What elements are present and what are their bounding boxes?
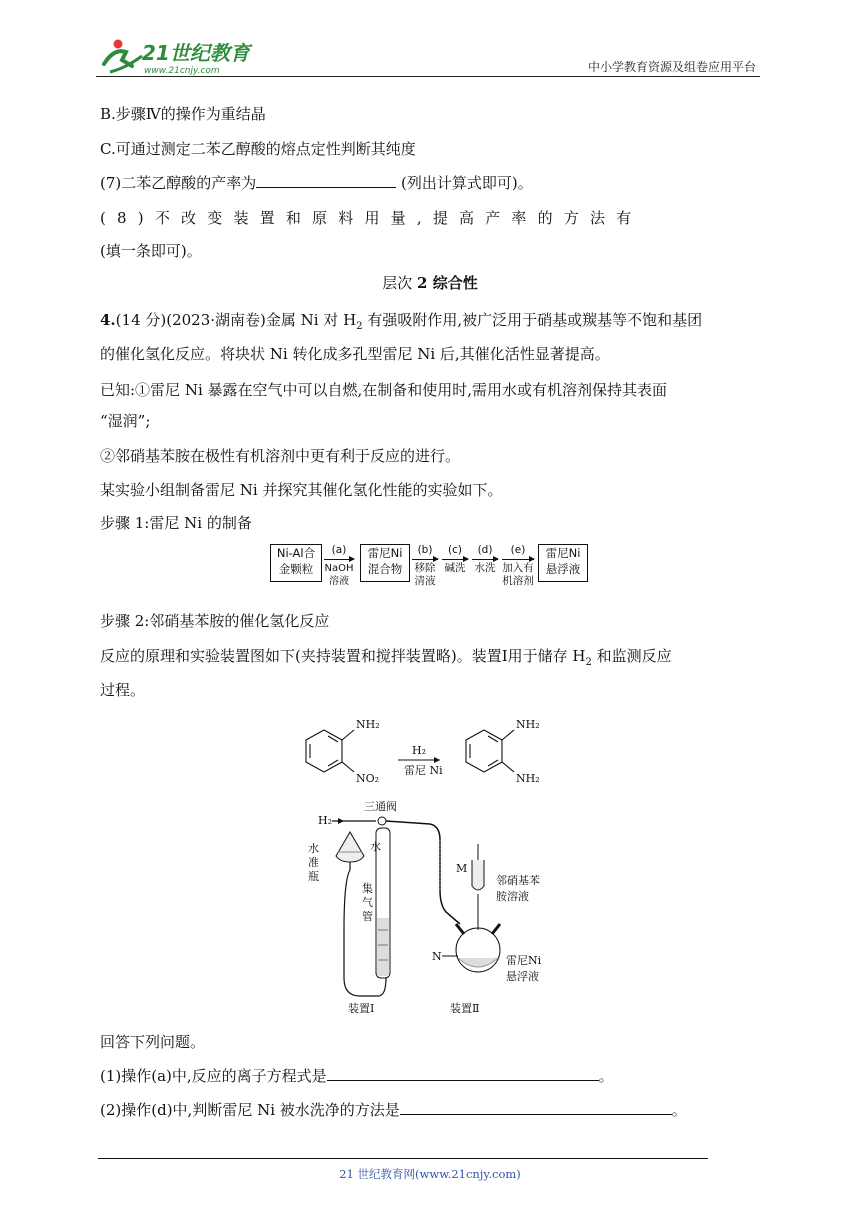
q2-answer-blank[interactable] (400, 1100, 672, 1115)
step-e-desc: 加入有 机溶剂 (502, 562, 534, 587)
arrow-a (324, 559, 354, 560)
known-1: 已知:①雷尼 Ni 暴露在空气中可以自燃,在制备和使用时,需用水或有机溶剂保持其表面 (100, 381, 668, 399)
step-a-label: (a) (331, 544, 347, 556)
label-m: M (456, 862, 468, 875)
suspension-label-1: 雷尼Ni (506, 954, 542, 967)
arrow-c (442, 559, 468, 560)
step-d-label: (d) (477, 544, 493, 556)
step-d-desc: 水洗 (474, 562, 496, 574)
q7-tail: (列出计算式即可)。 (396, 174, 533, 192)
leveling-bottle (336, 832, 364, 862)
preparation-flow-diagram (270, 542, 590, 586)
flow-box-ni-al: Ni-Al合 金颗粒 (270, 544, 322, 582)
no2-label: NO₂ (356, 772, 380, 785)
question-8-line2: (填一条即可)。 (100, 242, 202, 260)
arrow-b (412, 559, 438, 560)
reaction-scheme (280, 712, 580, 802)
q7-text: (7)二苯乙醇酸的产率为 (100, 174, 257, 192)
logo-21cnjy (96, 34, 296, 78)
step-c-label: (c) (448, 544, 462, 556)
step-2-title: 步骤 2:邻硝基苯胺的催化氢化反应 (100, 612, 330, 630)
apparatus-intro: 反应的原理和实验装置图如下(夹持装置和搅拌装置略)。装置Ⅰ用于储存 $H_2$ 和监测反应 (100, 647, 672, 668)
question-2: (2)操作(d)中,判断雷尼 Ni 被水洗净的方法是 。 (100, 1101, 687, 1119)
dropping-funnel (472, 860, 484, 890)
page-footer: 21 世纪教育网(www.21cnjy.com) (339, 1167, 521, 1181)
footer-divider (98, 1158, 708, 1159)
step-1-title: 步骤 1:雷尼 Ni 的制备 (100, 514, 252, 532)
apparatus-intro-cont: 过程。 (100, 681, 146, 699)
step-c-desc: 碱洗 (444, 562, 466, 574)
step-b-desc: 移除 清液 (414, 562, 436, 587)
q7-answer-blank[interactable] (256, 173, 396, 188)
three-way-valve (378, 817, 386, 825)
apparatus-diagram (300, 800, 580, 1020)
o-nitroaniline-structure (306, 730, 354, 772)
problem-intro: 某实验小组制备雷尼 Ni 并探究其催化氢化性能的实验如下。 (100, 481, 503, 499)
solution-label-1: 邻硝基苯 (496, 874, 540, 887)
section-heading: 层次 2 综合性 (382, 274, 478, 292)
gas-tube (386, 821, 460, 924)
nh2-label-1: NH₂ (356, 718, 380, 731)
step-b-label: (b) (417, 544, 433, 556)
problem-4-line1: 4.(14 分)(2023·湖南卷)金属 Ni 对 $H_2$ 有强吸附作用,被广泛用于硝基或羰基等不饱和基团 (100, 311, 703, 332)
question-7 (100, 173, 533, 193)
reagent-raney-ni: 雷尼 Ni (404, 764, 443, 777)
bottle-label-2: 准 (308, 856, 319, 869)
logo-url: www.21cnjy.com (144, 66, 220, 76)
option-b: B.步骤Ⅳ的操作为重结晶 (100, 105, 266, 123)
step-e-label: (e) (510, 544, 526, 556)
arrow-d (472, 559, 498, 560)
three-way-valve-label: 三通阀 (364, 800, 397, 813)
platform-name: 中小学教育资源及组卷应用平台 (587, 60, 756, 74)
flow-box-raney-mix: 雷尼Ni 混合物 (360, 544, 410, 582)
solution-label-2: 胺溶液 (496, 890, 529, 903)
suspension-label-2: 悬浮液 (506, 970, 539, 983)
tube-label-2: 气 (362, 896, 373, 909)
tube-label-1: 集 (362, 882, 373, 895)
label-n: N (432, 950, 442, 963)
q1-answer-blank[interactable] (327, 1066, 599, 1081)
arrow-e (502, 559, 534, 560)
h2-inlet-label: H₂ (318, 814, 333, 827)
o-phenylenediamine-structure (466, 730, 514, 772)
reagent-h2: H₂ (412, 744, 427, 757)
nh2-label-3: NH₂ (516, 772, 540, 785)
device-1-label: 装置Ⅰ (348, 1002, 375, 1015)
question-1: (1)操作(a)中,反应的离子方程式是 。 (100, 1067, 614, 1085)
known-2: ②邻硝基苯胺在极性有机溶剂中更有利于反应的进行。 (100, 447, 461, 465)
step-a-reagent: NaOH 溶液 (324, 563, 354, 587)
nh2-label-2: NH₂ (516, 718, 540, 731)
device-2-label: 装置Ⅱ (450, 1002, 480, 1015)
problem-4-line2: 的催化氢化反应。将块状 Ni 转化成多孔型雷尼 Ni 后,其催化活性显著提高。 (100, 345, 610, 363)
water-label: 水 (370, 840, 381, 853)
header-divider (96, 76, 760, 77)
known-1-cont: “湿润”; (100, 412, 151, 430)
tube-label-3: 管 (362, 910, 373, 923)
question-8-line1: (8)不改变装置和原料用量,提高产率的方法有 (100, 209, 643, 227)
flow-box-raney-suspension: 雷尼Ni 悬浮液 (538, 544, 588, 582)
answer-prompt: 回答下列问题。 (100, 1033, 206, 1051)
bottle-label-1: 水 (308, 842, 319, 855)
page-header (96, 34, 756, 78)
bottle-label-3: 瓶 (308, 870, 319, 883)
logo-text: 21世纪教育 (142, 41, 250, 65)
option-c: C.可通过测定二苯乙醇酸的熔点定性判断其纯度 (100, 140, 416, 158)
